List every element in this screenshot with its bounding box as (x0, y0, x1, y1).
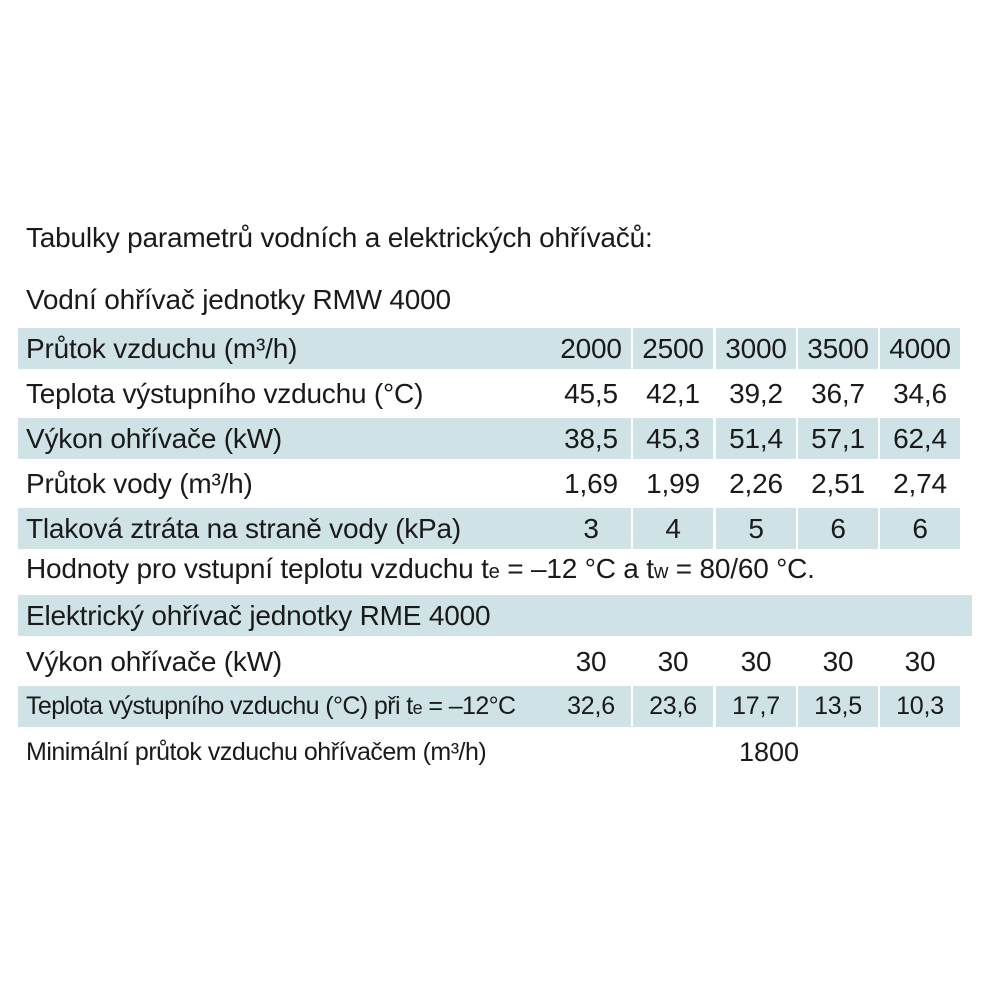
table-cell: 39,2 (729, 378, 783, 409)
table-cell: 6 (880, 508, 960, 549)
table-cell: 2,74 (893, 468, 947, 499)
row-label: Průtok vody (m³/h) (26, 468, 253, 499)
table-cell: 30 (904, 646, 936, 677)
table-cell: 3 (551, 508, 631, 549)
electric-heater-title-band (18, 595, 972, 636)
table-cell: 62,4 (880, 418, 960, 459)
table-cell: 2,26 (729, 468, 783, 499)
electric-power-row (18, 641, 972, 682)
min-airflow-row (18, 732, 972, 773)
water-row (18, 463, 972, 504)
table-cell: 23,6 (633, 686, 713, 727)
water-row (18, 328, 972, 369)
table-cell: 34,6 (893, 378, 947, 409)
water-row (18, 508, 972, 549)
min-airflow-value: 1800 (738, 737, 800, 767)
table-cell: 6 (798, 508, 878, 549)
table-cell: 51,4 (716, 418, 796, 459)
table-cell: 30 (822, 646, 854, 677)
row-label: Teplota výstupního vzduchu (°C) při te = –12°C (18, 686, 563, 727)
table-cell: 42,1 (646, 378, 700, 409)
table-cell: 1,69 (564, 468, 618, 499)
water-row (18, 373, 972, 414)
table-cell: 45,5 (564, 378, 618, 409)
table-cell: 38,5 (551, 418, 631, 459)
table-cell: 30 (575, 646, 607, 677)
table-cell: 30 (740, 646, 772, 677)
table-cell: 5 (716, 508, 796, 549)
table-cell: 30 (657, 646, 689, 677)
table-cell: 10,3 (880, 686, 960, 727)
min-airflow-label: Minimální průtok vzduchu ohřívačem (m³/h) (26, 738, 487, 766)
water-heater-title: Vodní ohřívač jednotky RMW 4000 (26, 284, 451, 315)
row-label: Výkon ohřívače (kW) (26, 646, 283, 677)
water-row (18, 418, 972, 459)
table-cell: 57,1 (798, 418, 878, 459)
row-label: Teplota výstupního vzduchu (°C) (26, 378, 424, 409)
table-cell: 4000 (880, 328, 960, 369)
table-cell: 4 (633, 508, 713, 549)
table-cell: 36,7 (811, 378, 865, 409)
table-cell: 1,99 (646, 468, 700, 499)
table-cell: 13,5 (798, 686, 878, 727)
table-cell: 3500 (798, 328, 878, 369)
table-cell: 2500 (633, 328, 713, 369)
water-heater-note: Hodnoty pro vstupní teplotu vzduchu te = –12 °C a tw = 80/60 °C. (26, 553, 815, 584)
electric-heater-title: Elektrický ohřívač jednotky RME 4000 (26, 600, 491, 631)
row-label: Průtok vzduchu (m³/h) (18, 328, 563, 369)
row-label: Výkon ohřívače (kW) (18, 418, 563, 459)
table-cell: 45,3 (633, 418, 713, 459)
table-cell: 17,7 (716, 686, 796, 727)
intro-heading: Tabulky parametrů vodních a elektrických ohřívačů: (26, 222, 653, 253)
table-cell: 3000 (716, 328, 796, 369)
table-cell: 2,51 (811, 468, 865, 499)
table-cell: 32,6 (551, 686, 631, 727)
table-cell: 2000 (551, 328, 631, 369)
electric-temp-row (18, 686, 972, 727)
row-label: Tlaková ztráta na straně vody (kPa) (18, 508, 563, 549)
